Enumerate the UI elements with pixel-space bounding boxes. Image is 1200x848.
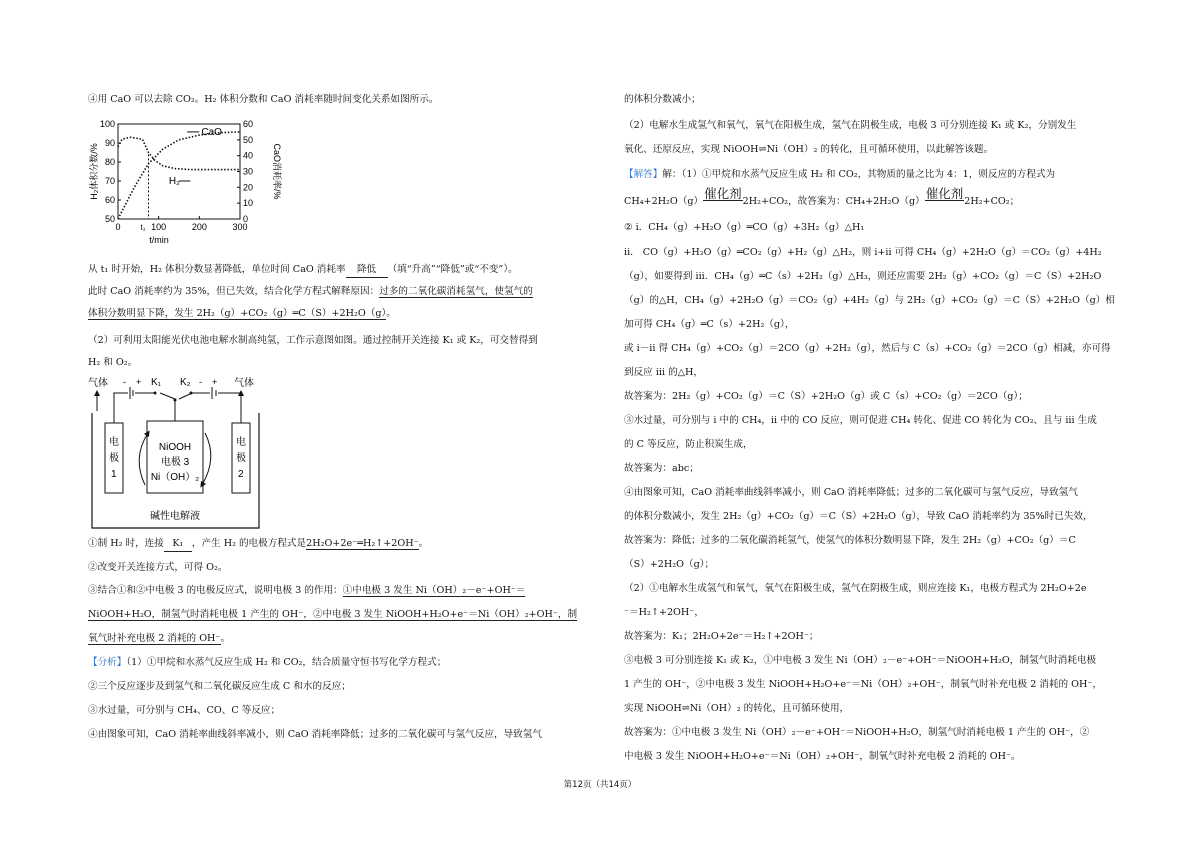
switch-k1-label: K₁: [151, 377, 162, 388]
text-line: ④用 CaO 可以去除 CO₂。H₂ 体积分数和 CaO 消耗率随时间变化关系如图所示。: [88, 94, 439, 105]
text-line: 中电极 3 发生 NiOOH+H₂O+e⁻＝Ni（OH）₂+OH⁻，制氧气时补充电极 2 消耗的 OH⁻。: [624, 751, 1021, 762]
plus-right: +: [212, 377, 218, 387]
svg-text:1: 1: [111, 469, 117, 480]
solution-label: 碱性电解液: [150, 511, 200, 522]
y-tick-label-left: 70: [104, 176, 115, 186]
svg-text:极: 极: [109, 453, 119, 464]
x-tick-label: 100: [151, 222, 167, 232]
text-line: 或 i－ii 得 CH₄（g）+CO₂（g）＝2CO（g）+2H₂（g），然后与 C（s）+CO₂（g）＝2CO（g）相减，亦可得: [624, 343, 1111, 354]
circuit-right: [179, 387, 241, 423]
text-line: （2）可利用太阳能光伏电池电解水制高纯氢，工作示意图如图。通过控制开关连接 K₁ 或 K₂，可交替得到: [88, 335, 538, 346]
catalyst-label: 催化剂: [925, 186, 964, 201]
answer-blank: 降低: [346, 263, 388, 278]
text-line: ⁻＝H₂↑+2OH⁻，: [624, 607, 704, 618]
minus-left: -: [123, 377, 126, 387]
text-line: ii． CO（g）+H₂O（g）═CO₂（g）+H₂（g）△H₂，则 i+ii 可得 CH₄（g）+2H₂O（g）＝CO₂（g）+4H₂: [624, 247, 1102, 258]
analysis-tag: 【分析】: [88, 657, 127, 668]
text-line: ④由图象可知，CaO 消耗率曲线斜率减小，则 CaO 消耗率降低；过多的二氧化碳可与氢气反应，导致氢气: [624, 487, 1078, 498]
text-line: CH₄+2H₂O（g）催化剂2H₂+CO₂，故答案为：CH₄+2H₂O（g）催化剂2H₂+CO₂；: [624, 186, 1020, 207]
svg-text:极: 极: [236, 453, 246, 464]
minus-right: -: [199, 377, 202, 387]
svg-text:2: 2: [238, 469, 244, 480]
text-line: H₂ 和 O₂。: [88, 357, 138, 368]
answer-underline: NiOOH+H₂O，制氢气时消耗电极 1 产生的 OH⁻，②中电极 3 发生 NiOOH+H₂O+e⁻＝Ni（OH）₂+OH⁻，制: [88, 609, 578, 620]
x-tick-label: 200: [191, 222, 207, 232]
text-line: ③电极 3 可分别连接 K₁ 或 K₂，①中电极 3 发生 Ni（OH）₂－e⁻+OH⁻＝NiOOH+H₂O，制氢气时消耗电极: [624, 655, 1097, 666]
electrolysis-diagram: [88, 373, 263, 533]
text-line: 的 C 等反应，防止积炭生成，: [624, 439, 753, 450]
text-line: ③结合①和②中电极 3 的电极反应式，说明电极 3 的作用：①中电极 3 发生 Ni（OH）₂－e⁻+OH⁻＝: [88, 585, 526, 596]
svg-text:电极 3: 电极 3: [160, 457, 190, 468]
text-line: 从 t₁ 时开始，H₂ 体积分数显著降低，单位时间 CaO 消耗率 降低 （填“升高”“降低”或“不变”）。: [88, 263, 518, 278]
y-tick-label-right: 40: [243, 150, 254, 161]
t1-label: t₁: [140, 223, 146, 232]
text-line: 的体积分数减小；: [624, 94, 701, 105]
answer-underline: 过多的二氧化碳消耗氢气，使氢气的: [379, 286, 533, 297]
x-axis-label: t/min: [149, 235, 169, 245]
y-tick-label-left: 90: [104, 138, 115, 148]
gas-label-left: 气体: [88, 378, 108, 389]
text-line: ④由图象可知，CaO 消耗率曲线斜率减小，则 CaO 消耗率降低；过多的二氧化碳可与氢气反应，导致氢气: [88, 729, 542, 740]
text-line: ③水过量，可分别与 i 中的 CH₄，ii 中的 CO 反应，则可促进 CH₄ 转化、促进 CO 转化为 CO₂、且与 iii 生成: [624, 415, 1097, 426]
y-tick-label-left: 50: [104, 214, 115, 224]
text-line: 氧气时补充电极 2 消耗的 OH⁻。: [88, 633, 231, 644]
series-line-h2: [118, 137, 240, 169]
answer-underline: 氧气时补充电极 2 消耗的 OH⁻: [88, 633, 221, 644]
text-line: ② i．CH₄（g）+H₂O（g）═CO（g）+3H₂（g）△H₁: [624, 222, 865, 233]
answer-underline: 2H₂O+2e⁻═H₂↑+2OH⁻: [306, 538, 419, 549]
text-line: 【解答】解：（1）①甲烷和水蒸气反应生成 H₂ 和 CO₂，其物质的量之比为 4：1，则反应的方程式为: [624, 169, 1056, 180]
text-line: ②三个反应逐步及到氢气和二氧化碳反应生成 C 和水的反应；: [88, 681, 351, 692]
y-tick-label-left: 80: [104, 157, 115, 167]
y-tick-label-right: 10: [243, 198, 254, 209]
text-line: 此时 CaO 消耗率约为 35%，但已失效，结合化学方程式解释原因：过多的二氧化碳消耗氢气，使氢气的: [88, 286, 533, 297]
y-tick-label-right: 20: [243, 182, 254, 193]
text-line: ②改变开关连接方式，可得 O₂。: [88, 562, 228, 573]
text-line: （2）电解水生成氢气和氧气，氧气在阳极生成，氢气在阴极生成，电极 3 可分别连接 K₁ 或 K₂，分别发生: [624, 120, 1077, 131]
text-line: 实现 NiOOH⇌Ni（OH）₂ 的转化，且可循环使用，: [624, 703, 850, 714]
text-line: 故答案为：①中电极 3 发生 Ni（OH）₂－e⁻+OH⁻＝NiOOH+H₂O，制氢气时消耗电极 1 产生的 OH⁻，②: [624, 727, 1090, 738]
svg-text:Ni（OH）₂: Ni（OH）₂: [150, 472, 200, 483]
series-label-h2: H₂: [168, 176, 180, 187]
h2-cao-chart: [88, 116, 288, 256]
text-line: [88, 608, 577, 622]
text-line: 氧化、还原反应，实现 NiOOH⇌Ni（OH）₂ 的转化，且可循环使用，以此解答该题。: [624, 144, 994, 155]
switch-k2-label: K₂: [180, 377, 191, 388]
y-axis-label-right: CaO消耗率/%: [272, 143, 282, 200]
svg-text:电: 电: [236, 437, 246, 448]
y-tick-label-right: 60: [243, 119, 254, 129]
text-line: 故答案为：降低；过多的二氧化碳消耗氢气，使氢气的体积分数明显下降，发生 2H₂（g）+CO₂（g）＝C: [624, 535, 1076, 546]
text-line: 的体积分数减小，发生 2H₂（g）+CO₂（g）＝C（S）+2H₂O（g），导致 CaO 消耗率约为 35%时已失效，: [624, 511, 1093, 522]
series-label-cao: CaO: [201, 126, 222, 138]
text-line: （g）的△H，CH₄（g）+2H₂O（g）＝CO₂（g）+4H₂（g）与 2H₂（g）+CO₂（g）＝C（S）+2H₂O（g）相: [624, 295, 1115, 306]
svg-text:电: 电: [109, 437, 119, 448]
y-tick-label-right: 0: [243, 214, 249, 224]
y-tick-label-left: 60: [104, 195, 115, 205]
text-line: 体积分数明显下降，发生 2H₂（g）+CO₂（g）═C（S）+2H₂O（g）。: [88, 308, 396, 319]
answer-underline: 体积分数明显下降，发生 2H₂（g）+CO₂（g）═C（S）+2H₂O（g）: [88, 308, 387, 319]
solution-tag: 【解答】: [624, 169, 663, 180]
answer-blank: K₁: [164, 537, 192, 552]
text-line: 【分析】（1）①甲烷和水蒸气反应生成 H₂ 和 CO₂，结合质量守恒书写化学方程式；: [88, 657, 447, 668]
y-tick-label-right: 50: [243, 134, 254, 145]
y-tick-label-right: 30: [243, 166, 254, 177]
y-axis-label-left: H₂体积分数/%: [89, 143, 99, 200]
x-tick-label: 300: [232, 222, 248, 232]
y-tick-label-left: 100: [99, 119, 115, 129]
text-line: 加可得 CH₄（g）═C（s）+2H₂（g），: [624, 319, 795, 330]
text-line: 故答案为：abc；: [624, 463, 699, 474]
plus-left: +: [136, 377, 142, 387]
circuit-left: [114, 387, 175, 423]
text-line: 故答案为：2H₂（g）+CO₂（g）＝C（S）+2H₂O（g）或 C（s）+CO₂（g）＝2CO（g）；: [624, 391, 1028, 402]
page-footer: 第12页（共14页）: [563, 780, 637, 790]
text-line: ③水过量，可分别与 CH₄、CO、C 等反应；: [88, 705, 281, 716]
text-line: （g），如要得到 iii．CH₄（g）═C（s）+2H₂（g）△H₃，则还应需要 2H₂（g）+CO₂（g）＝C（S）+2H₂O: [624, 271, 1102, 282]
catalyst-label: 催化剂: [704, 186, 742, 201]
text-line: （S）+2H₂O（g）；: [624, 559, 715, 570]
text-line: （2）①电解水生成氢气和氧气，氧气在阳极生成，氢气在阴极生成，则应连接 K₁，电极方程式为 2H₂O+2e: [624, 583, 1087, 594]
text-line: 故答案为：K₁；2H₂O+2e⁻＝H₂↑+2OH⁻；: [624, 631, 819, 642]
text-line: 到反应 iii 的△H，: [624, 367, 704, 378]
text-line: 1 产生的 OH⁻，②中电极 3 发生 NiOOH+H₂O+e⁻＝Ni（OH）₂+OH⁻，制氧气时补充电极 2 消耗的 OH⁻，: [624, 679, 1103, 690]
svg-text:NiOOH: NiOOH: [158, 442, 192, 453]
answer-underline: ①中电极 3 发生 Ni（OH）₂－e⁻+OH⁻＝: [342, 585, 526, 596]
gas-label-right: 气体: [234, 378, 254, 389]
x-tick-label: 0: [115, 222, 121, 232]
text-line: ①制 H₂ 时，连接 K₁ ，产生 H₂ 的电极方程式是2H₂O+2e⁻═H₂↑+2OH⁻。: [88, 537, 428, 552]
